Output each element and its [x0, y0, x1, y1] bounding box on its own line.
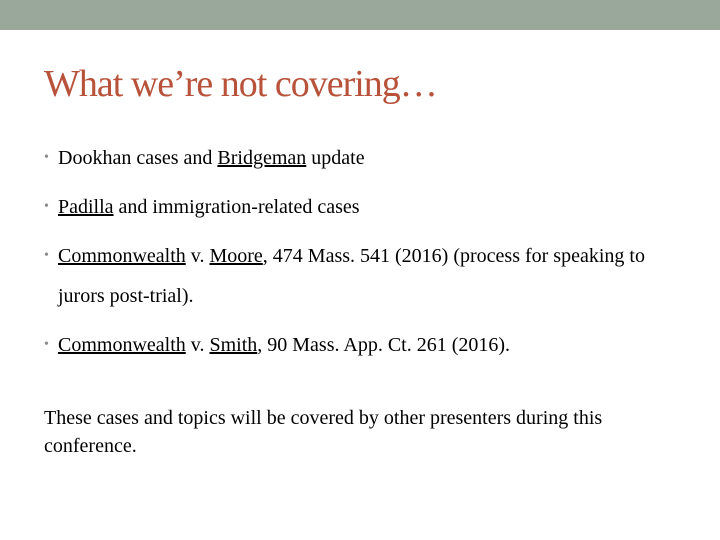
bullet-text: , 474 Mass. 541 (2016) (process for speaking to jurors post-trial). — [58, 245, 645, 307]
bullet-marker: • — [44, 248, 49, 263]
case-name-commonwealth: Commonwealth — [58, 245, 186, 267]
case-name-moore: Moore — [209, 245, 263, 267]
bullet-marker: • — [44, 337, 49, 352]
bullet-item-dookhan — [44, 138, 684, 178]
case-name-smith: Smith — [209, 334, 258, 356]
bullet-item-smith — [44, 325, 684, 365]
bullet-item-moore — [44, 236, 684, 316]
bullet-item-padilla — [44, 187, 684, 227]
case-name-bridgeman: Bridgeman — [217, 147, 307, 169]
bullet-text: update — [306, 147, 365, 169]
bullet-text: v. — [185, 334, 210, 356]
closing-note: These cases and topics will be covered by other presenters during this conference. — [44, 407, 603, 457]
bullet-text: v. — [185, 245, 210, 267]
bullet-marker: • — [44, 150, 49, 165]
case-name-padilla: Padilla — [58, 196, 114, 218]
bullet-list — [44, 138, 684, 374]
slide-title: What we’re not covering… — [44, 63, 437, 105]
bullet-marker: • — [44, 199, 49, 214]
bullet-text: , 90 Mass. App. Ct. 261 (2016). — [257, 334, 511, 356]
bullet-text: Dookhan cases and — [58, 147, 218, 169]
bullet-text: and immigration-related cases — [113, 196, 360, 218]
top-accent-bar — [0, 0, 720, 30]
case-name-commonwealth: Commonwealth — [58, 334, 186, 356]
